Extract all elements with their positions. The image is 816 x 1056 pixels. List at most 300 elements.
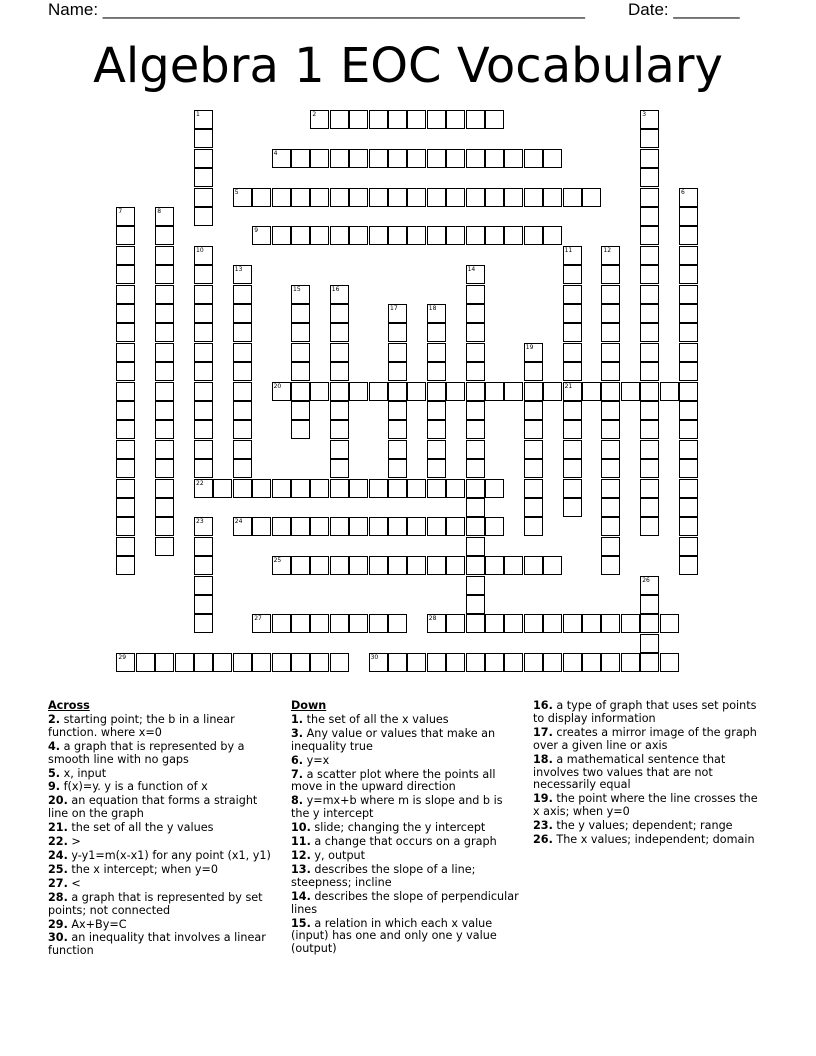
grid-cell[interactable] [601,343,620,362]
grid-cell[interactable] [291,226,310,245]
grid-cell[interactable] [233,343,252,362]
grid-cell[interactable] [194,168,213,187]
grid-cell[interactable] [679,556,698,575]
grid-cell[interactable] [446,149,465,168]
grid-cell[interactable] [543,226,562,245]
grid-cell[interactable] [640,149,659,168]
grid-cell[interactable] [679,188,698,207]
grid-cell[interactable] [466,556,485,575]
grid-cell[interactable] [155,420,174,439]
grid-cell[interactable] [310,226,329,245]
grid-cell[interactable] [427,517,446,536]
grid-cell[interactable] [272,479,291,498]
grid-cell[interactable] [679,382,698,401]
grid-cell[interactable] [427,653,446,672]
grid-cell[interactable] [349,382,368,401]
grid-cell[interactable] [175,653,194,672]
grid-cell[interactable] [116,285,135,304]
grid-cell[interactable] [601,265,620,284]
grid-cell[interactable] [446,226,465,245]
grid-cell[interactable] [349,110,368,129]
grid-cell[interactable] [252,226,271,245]
grid-cell[interactable] [446,556,465,575]
grid-cell[interactable] [427,479,446,498]
grid-cell[interactable] [466,595,485,614]
grid-cell[interactable] [524,362,543,381]
grid-cell[interactable] [679,479,698,498]
grid-cell[interactable] [194,129,213,148]
grid-cell[interactable] [252,614,271,633]
grid-cell[interactable] [194,382,213,401]
grid-cell[interactable] [233,517,252,536]
grid-cell[interactable] [446,110,465,129]
grid-cell[interactable] [388,459,407,478]
grid-cell[interactable] [291,479,310,498]
grid-cell[interactable] [369,382,388,401]
grid-cell[interactable] [679,226,698,245]
grid-cell[interactable] [330,304,349,323]
grid-cell[interactable] [194,401,213,420]
grid-cell[interactable] [582,614,601,633]
grid-cell[interactable] [446,479,465,498]
grid-cell[interactable] [679,517,698,536]
grid-cell[interactable] [194,459,213,478]
grid-cell[interactable] [466,401,485,420]
grid-cell[interactable] [116,207,135,226]
grid-cell[interactable] [407,479,426,498]
grid-cell[interactable] [369,653,388,672]
grid-cell[interactable] [679,498,698,517]
grid-cell[interactable] [291,343,310,362]
grid-cell[interactable] [155,265,174,284]
grid-cell[interactable] [194,110,213,129]
grid-cell[interactable] [330,323,349,342]
grid-cell[interactable] [310,479,329,498]
grid-cell[interactable] [310,382,329,401]
grid-cell[interactable] [369,188,388,207]
grid-cell[interactable] [640,110,659,129]
grid-cell[interactable] [272,382,291,401]
grid-cell[interactable] [640,188,659,207]
grid-cell[interactable] [291,614,310,633]
grid-cell[interactable] [466,110,485,129]
grid-cell[interactable] [466,382,485,401]
grid-cell[interactable] [388,323,407,342]
grid-cell[interactable] [194,517,213,536]
grid-cell[interactable] [485,517,504,536]
grid-cell[interactable] [466,576,485,595]
grid-cell[interactable] [504,382,523,401]
grid-cell[interactable] [213,653,232,672]
grid-cell[interactable] [601,362,620,381]
grid-cell[interactable] [388,420,407,439]
grid-cell[interactable] [601,459,620,478]
grid-cell[interactable] [679,362,698,381]
grid-cell[interactable] [388,226,407,245]
grid-cell[interactable] [116,498,135,517]
grid-cell[interactable] [621,382,640,401]
grid-cell[interactable] [194,362,213,381]
grid-cell[interactable] [233,401,252,420]
grid-cell[interactable] [194,304,213,323]
grid-cell[interactable] [291,285,310,304]
grid-cell[interactable] [407,556,426,575]
grid-cell[interactable] [194,343,213,362]
grid-cell[interactable] [194,614,213,633]
grid-cell[interactable] [272,517,291,536]
grid-cell[interactable] [640,653,659,672]
grid-cell[interactable] [485,614,504,633]
grid-cell[interactable] [466,614,485,633]
grid-cell[interactable] [155,343,174,362]
grid-cell[interactable] [388,614,407,633]
grid-cell[interactable] [388,517,407,536]
grid-cell[interactable] [310,556,329,575]
grid-cell[interactable] [233,479,252,498]
grid-cell[interactable] [640,459,659,478]
grid-cell[interactable] [563,343,582,362]
grid-cell[interactable] [601,420,620,439]
grid-cell[interactable] [233,653,252,672]
grid-cell[interactable] [330,401,349,420]
grid-cell[interactable] [116,323,135,342]
grid-cell[interactable] [155,479,174,498]
grid-cell[interactable] [660,614,679,633]
grid-cell[interactable] [252,517,271,536]
grid-cell[interactable] [369,614,388,633]
grid-cell[interactable] [349,226,368,245]
grid-cell[interactable] [466,323,485,342]
grid-cell[interactable] [427,556,446,575]
grid-cell[interactable] [504,188,523,207]
grid-cell[interactable] [601,440,620,459]
grid-cell[interactable] [388,149,407,168]
grid-cell[interactable] [679,537,698,556]
grid-cell[interactable] [427,401,446,420]
grid-cell[interactable] [446,614,465,633]
grid-cell[interactable] [369,517,388,536]
grid-cell[interactable] [563,304,582,323]
grid-cell[interactable] [116,459,135,478]
grid-cell[interactable] [291,362,310,381]
grid-cell[interactable] [388,382,407,401]
grid-cell[interactable] [524,149,543,168]
grid-cell[interactable] [563,498,582,517]
grid-cell[interactable] [640,595,659,614]
grid-cell[interactable] [388,479,407,498]
grid-cell[interactable] [640,343,659,362]
grid-cell[interactable] [388,188,407,207]
grid-cell[interactable] [116,479,135,498]
grid-cell[interactable] [194,149,213,168]
grid-cell[interactable] [388,110,407,129]
grid-cell[interactable] [155,653,174,672]
grid-cell[interactable] [563,285,582,304]
grid-cell[interactable] [136,653,155,672]
grid-cell[interactable] [524,498,543,517]
grid-cell[interactable] [446,653,465,672]
grid-cell[interactable] [330,362,349,381]
grid-cell[interactable] [155,207,174,226]
grid-cell[interactable] [640,285,659,304]
grid-cell[interactable] [640,479,659,498]
grid-cell[interactable] [601,382,620,401]
grid-cell[interactable] [155,498,174,517]
grid-cell[interactable] [466,285,485,304]
grid-cell[interactable] [213,479,232,498]
grid-cell[interactable] [369,479,388,498]
grid-cell[interactable] [330,479,349,498]
grid-cell[interactable] [116,556,135,575]
grid-cell[interactable] [427,110,446,129]
grid-cell[interactable] [640,323,659,342]
grid-cell[interactable] [543,614,562,633]
grid-cell[interactable] [233,188,252,207]
grid-cell[interactable] [427,149,446,168]
grid-cell[interactable] [291,382,310,401]
grid-cell[interactable] [233,285,252,304]
grid-cell[interactable] [233,440,252,459]
grid-cell[interactable] [291,517,310,536]
grid-cell[interactable] [524,188,543,207]
grid-cell[interactable] [543,653,562,672]
grid-cell[interactable] [485,653,504,672]
grid-cell[interactable] [116,265,135,284]
grid-cell[interactable] [601,653,620,672]
grid-cell[interactable] [330,440,349,459]
grid-cell[interactable] [640,498,659,517]
grid-cell[interactable] [349,188,368,207]
grid-cell[interactable] [466,479,485,498]
grid-cell[interactable] [272,149,291,168]
grid-cell[interactable] [291,653,310,672]
grid-cell[interactable] [563,323,582,342]
grid-cell[interactable] [233,420,252,439]
grid-cell[interactable] [116,440,135,459]
grid-cell[interactable] [116,226,135,245]
grid-cell[interactable] [427,226,446,245]
grid-cell[interactable] [407,149,426,168]
grid-cell[interactable] [427,304,446,323]
grid-cell[interactable] [504,226,523,245]
grid-cell[interactable] [640,634,659,653]
grid-cell[interactable] [194,576,213,595]
grid-cell[interactable] [640,246,659,265]
grid-cell[interactable] [563,420,582,439]
grid-cell[interactable] [310,517,329,536]
grid-cell[interactable] [330,614,349,633]
grid-cell[interactable] [563,614,582,633]
grid-cell[interactable] [310,614,329,633]
grid-cell[interactable] [640,517,659,536]
grid-cell[interactable] [155,285,174,304]
grid-cell[interactable] [116,537,135,556]
grid-cell[interactable] [116,653,135,672]
grid-cell[interactable] [640,362,659,381]
grid-cell[interactable] [388,556,407,575]
grid-cell[interactable] [601,246,620,265]
grid-cell[interactable] [466,149,485,168]
date-field-label[interactable]: Date: _______ [628,0,740,19]
grid-cell[interactable] [563,246,582,265]
grid-cell[interactable] [349,556,368,575]
grid-cell[interactable] [388,343,407,362]
grid-cell[interactable] [427,614,446,633]
grid-cell[interactable] [388,304,407,323]
grid-cell[interactable] [466,517,485,536]
grid-cell[interactable] [155,304,174,323]
grid-cell[interactable] [291,420,310,439]
grid-cell[interactable] [155,246,174,265]
grid-cell[interactable] [543,556,562,575]
grid-cell[interactable] [388,401,407,420]
grid-cell[interactable] [155,362,174,381]
grid-cell[interactable] [252,653,271,672]
grid-cell[interactable] [524,459,543,478]
grid-cell[interactable] [563,479,582,498]
grid-cell[interactable] [291,304,310,323]
grid-cell[interactable] [524,440,543,459]
grid-cell[interactable] [116,382,135,401]
grid-cell[interactable] [582,188,601,207]
grid-cell[interactable] [272,226,291,245]
grid-cell[interactable] [640,304,659,323]
grid-cell[interactable] [504,556,523,575]
grid-cell[interactable] [194,420,213,439]
grid-cell[interactable] [116,362,135,381]
grid-cell[interactable] [485,110,504,129]
grid-cell[interactable] [679,304,698,323]
grid-cell[interactable] [310,188,329,207]
grid-cell[interactable] [388,440,407,459]
grid-cell[interactable] [427,459,446,478]
grid-cell[interactable] [466,440,485,459]
grid-cell[interactable] [155,226,174,245]
grid-cell[interactable] [679,323,698,342]
grid-cell[interactable] [272,653,291,672]
grid-cell[interactable] [330,226,349,245]
grid-cell[interactable] [194,188,213,207]
grid-cell[interactable] [310,110,329,129]
grid-cell[interactable] [330,420,349,439]
grid-cell[interactable] [679,440,698,459]
grid-cell[interactable] [563,362,582,381]
grid-cell[interactable] [563,653,582,672]
grid-cell[interactable] [407,110,426,129]
grid-cell[interactable] [679,207,698,226]
grid-cell[interactable] [330,556,349,575]
grid-cell[interactable] [466,188,485,207]
grid-cell[interactable] [194,479,213,498]
grid-cell[interactable] [272,188,291,207]
grid-cell[interactable] [601,537,620,556]
grid-cell[interactable] [427,188,446,207]
grid-cell[interactable] [524,653,543,672]
grid-cell[interactable] [466,304,485,323]
grid-cell[interactable] [233,265,252,284]
grid-cell[interactable] [524,556,543,575]
grid-cell[interactable] [679,420,698,439]
grid-cell[interactable] [524,226,543,245]
grid-cell[interactable] [330,653,349,672]
grid-cell[interactable] [116,517,135,536]
grid-cell[interactable] [194,265,213,284]
grid-cell[interactable] [427,420,446,439]
grid-cell[interactable] [621,614,640,633]
grid-cell[interactable] [679,265,698,284]
grid-cell[interactable] [155,459,174,478]
grid-cell[interactable] [563,459,582,478]
grid-cell[interactable] [194,537,213,556]
grid-cell[interactable] [407,517,426,536]
grid-cell[interactable] [563,265,582,284]
grid-cell[interactable] [194,207,213,226]
grid-cell[interactable] [155,517,174,536]
grid-cell[interactable] [388,653,407,672]
grid-cell[interactable] [330,382,349,401]
grid-cell[interactable] [194,595,213,614]
grid-cell[interactable] [330,285,349,304]
grid-cell[interactable] [601,498,620,517]
grid-cell[interactable] [466,226,485,245]
grid-cell[interactable] [679,401,698,420]
name-field-label[interactable]: Name: ___________________________________________________ [48,0,585,19]
grid-cell[interactable] [194,285,213,304]
grid-cell[interactable] [330,110,349,129]
grid-cell[interactable] [640,420,659,439]
grid-cell[interactable] [194,323,213,342]
grid-cell[interactable] [504,614,523,633]
grid-cell[interactable] [466,265,485,284]
grid-cell[interactable] [310,653,329,672]
grid-cell[interactable] [330,459,349,478]
grid-cell[interactable] [155,440,174,459]
grid-cell[interactable] [291,401,310,420]
grid-cell[interactable] [155,401,174,420]
grid-cell[interactable] [291,149,310,168]
grid-cell[interactable] [233,382,252,401]
grid-cell[interactable] [291,323,310,342]
grid-cell[interactable] [466,653,485,672]
grid-cell[interactable] [601,285,620,304]
grid-cell[interactable] [407,226,426,245]
grid-cell[interactable] [601,556,620,575]
grid-cell[interactable] [640,129,659,148]
grid-cell[interactable] [407,188,426,207]
grid-cell[interactable] [524,479,543,498]
grid-cell[interactable] [466,343,485,362]
grid-cell[interactable] [427,343,446,362]
grid-cell[interactable] [427,440,446,459]
grid-cell[interactable] [116,246,135,265]
grid-cell[interactable] [388,362,407,381]
grid-cell[interactable] [660,382,679,401]
grid-cell[interactable] [233,323,252,342]
grid-cell[interactable] [543,149,562,168]
grid-cell[interactable] [427,382,446,401]
grid-cell[interactable] [563,440,582,459]
grid-cell[interactable] [640,440,659,459]
grid-cell[interactable] [291,556,310,575]
grid-cell[interactable] [601,479,620,498]
grid-cell[interactable] [524,420,543,439]
grid-cell[interactable] [349,149,368,168]
grid-cell[interactable] [504,653,523,672]
grid-cell[interactable] [427,362,446,381]
grid-cell[interactable] [524,343,543,362]
grid-cell[interactable] [291,188,310,207]
grid-cell[interactable] [194,653,213,672]
